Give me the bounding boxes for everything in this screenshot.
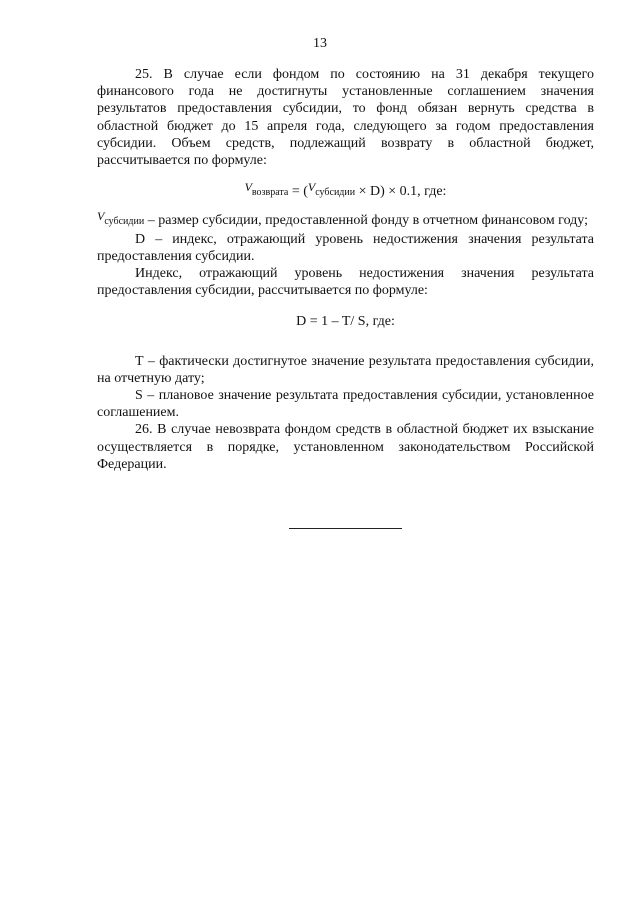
formula-times-tail: × 0.1, где:: [384, 184, 447, 200]
formula-return-amount: [97, 180, 594, 201]
formula-sub-return: возврата: [251, 187, 289, 199]
formula-index: D = 1 – T/ S, где:: [296, 314, 395, 330]
def-v-sub: субсидии: [104, 216, 145, 228]
formula-equals-open: = (: [288, 184, 308, 200]
page-number: 13: [313, 36, 327, 51]
def-v-text: – размер субсидии, предоставленной фонду в отчетном финансовом году;: [144, 213, 588, 229]
formula-v-symbol: V: [244, 180, 252, 195]
paragraph-25: 25. В случае если фондом по состоянию на 31 декабря текущего финансового года не достигнуты установленные соглашением значения результатов предоставления субсидии, то фонд обязан вернуть средства в областной бюджет до 15 апреля года, следующего за годом предоставления субсидии. Объем средств, подлежащий возврату в областной бюджет, рассчитывается по формуле:: [97, 67, 594, 169]
definition-s: S – плановое значение результата предоставления субсидии, установленное соглашением.: [97, 388, 594, 421]
index-intro: Индекс, отражающий уровень недостижения значения результата предоставления субсидии, рассчитывается по формуле:: [97, 266, 594, 299]
paragraph-26: 26. В случае невозврата фондом средств в областной бюджет их взыскание осуществляется в порядке, установленном законодательством Российской Федерации.: [97, 422, 594, 472]
definition-t: Т – фактически достигнутое значение результата предоставления субсидии, на отчетную дату;: [97, 353, 594, 386]
formula-times-d: × D): [355, 184, 385, 200]
formula-v-symbol-2: V: [307, 180, 316, 195]
formula-sub-subsidy: субсидии: [315, 187, 356, 199]
end-separator-line: [289, 528, 402, 529]
definition-d: D – индекс, отражающий уровень недостижения значения результата предоставления субсидии.: [97, 231, 594, 264]
definition-v-subsidy: [97, 209, 594, 230]
document-body: [97, 66, 594, 473]
def-v-symbol: V: [97, 209, 105, 224]
